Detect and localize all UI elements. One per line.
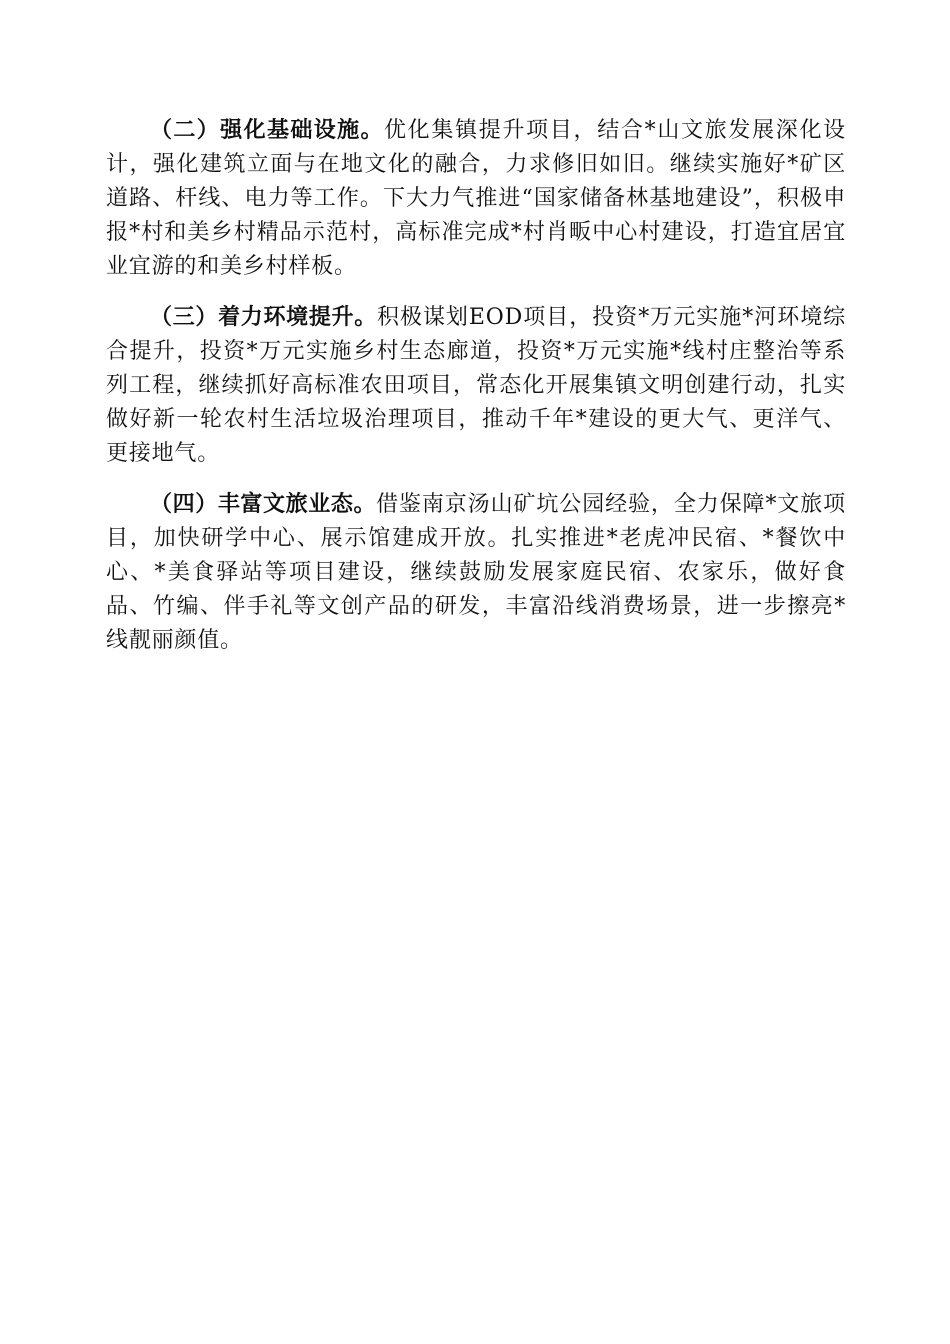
paragraph-infrastructure — [106, 114, 846, 284]
paragraph-heading: （四）丰富文旅业态。 — [150, 492, 377, 517]
paragraph-heading: （二）强化基础设施。 — [150, 118, 384, 143]
paragraph-text: 优化集镇提升项目，结合*山文旅发展深化设计，强化建筑立面与在地文化的融合，力求修旧如旧。继续实施好*矿区道路、杆线、电力等工作。下大力气推进“国家储备林基地建设”，积极申报*村和美乡村精品示范村，高标准完成*村肖畈中心村建设，打造宜居宜业宜游的和美乡村样板。 — [106, 118, 846, 279]
paragraph-environment — [106, 301, 846, 471]
paragraph-heading: （三）着力环境提升。 — [150, 305, 377, 330]
paragraph-text: 积极谋划EOD项目，投资*万元实施*河环境综合提升，投资*万元实施乡村生态廊道，投资*万元实施*线村庄整治等系列工程，继续抓好高标准农田项目，常态化开展集镇文明创建行动，扎实做好新一轮农村生活垃圾治理项目，推动千年*建设的更大气、更洋气、更接地气。 — [106, 305, 846, 466]
paragraph-tourism — [106, 488, 846, 658]
document-body — [106, 114, 846, 675]
paragraph-text: 借鉴南京汤山矿坑公园经验，全力保障*文旅项目，加快研学中心、展示馆建成开放。扎实推进*老虎冲民宿、*餐饮中心、*美食驿站等项目建设，继续鼓励发展家庭民宿、农家乐，做好食品、竹编、伴手礼等文创产品的研发，丰富沿线消费场景，进一步擦亮*线靓丽颜值。 — [106, 492, 846, 653]
